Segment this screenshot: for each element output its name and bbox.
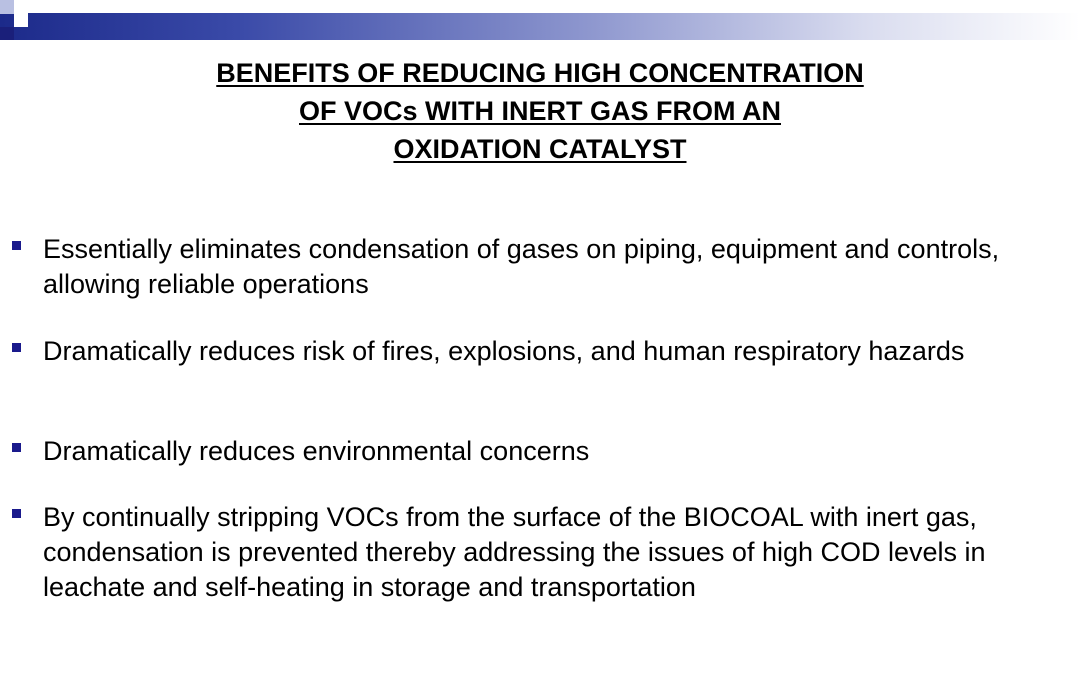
header-gradient-band	[0, 13, 1080, 40]
slide-title-line: OXIDATION CATALYST	[393, 134, 687, 164]
square-bullet-icon	[12, 443, 21, 452]
bullet-text: Dramatically reduces environmental concerns	[43, 436, 590, 466]
square-bullet-icon	[12, 343, 21, 352]
square-bullet-icon	[12, 509, 21, 518]
slide-title-line: BENEFITS OF REDUCING HIGH CONCENTRATION	[216, 58, 864, 88]
square-bullet-icon	[12, 241, 21, 250]
slide-title	[140, 54, 940, 168]
bullet-text: Essentially eliminates condensation of gases on piping, equipment and controls, allowing reliable operations	[43, 234, 1000, 299]
corner-decoration	[0, 0, 14, 14]
bullet-text: By continually stripping VOCs from the surface of the BIOCOAL with inert gas, condensation is prevented thereby addressing the issues of high COD levels in leachate and self-heating in storage and transportation	[43, 502, 986, 602]
corner-decoration	[0, 27, 14, 40]
slide-title-line: OF VOCs WITH INERT GAS FROM AN	[299, 96, 781, 126]
bullet-text: Dramatically reduces risk of fires, explosions, and human respiratory hazards	[43, 336, 965, 366]
corner-decoration	[14, 13, 28, 27]
